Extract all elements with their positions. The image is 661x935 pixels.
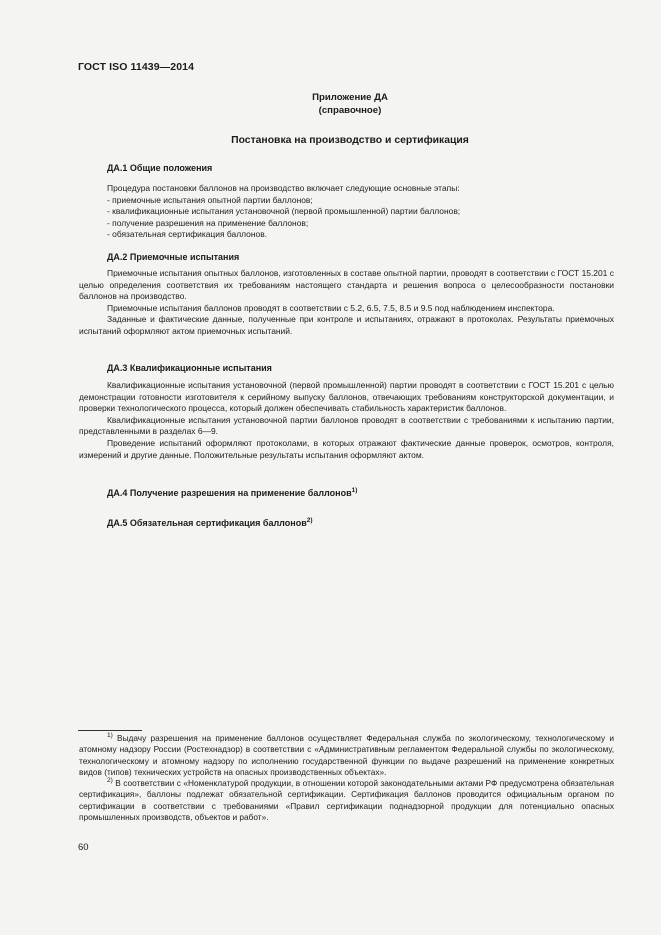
section-5-title: ДА.5 Обязательная сертификация баллонов	[107, 518, 307, 528]
main-title: Постановка на производство и сертификация	[231, 135, 469, 146]
footnote-ref: 2)	[306, 517, 313, 524]
list-item: - получение разрешения на применение баллонов;	[107, 217, 309, 228]
section-heading-2: ДА.2 Приемочные испытания	[107, 252, 240, 262]
section-3-paragraph: Проведение испытаний оформляют протоколами, в которых отражают фактические данные проверок, осмотров, контроля, измерений и другие данные. Положительные результаты испытания оформляют актом.	[79, 437, 614, 460]
list-item: - приемочные испытания опытной партии баллонов;	[107, 194, 313, 205]
page-number: 60	[78, 842, 89, 853]
section-1-body	[79, 183, 614, 241]
section-1-intro: Процедура постановки баллонов на производство включает следующие основные этапы:	[107, 183, 460, 193]
footnote-mark: 2)	[107, 777, 113, 785]
section-2-body	[79, 268, 614, 338]
section-heading-4	[107, 488, 357, 498]
appendix-title: Приложение ДА	[312, 92, 388, 103]
section-3-paragraph: Квалификационные испытания установочной (первой промышленной) партии проводят в соответствии с ГОСТ 15.201 с целью демонстрации готовности изготовителя к серийному выпуску баллонов, отвечающих требованиям конструкторской документации, и проверки технологического процесса, который должен обеспечивать стабильность характеристик баллонов.	[79, 380, 614, 414]
section-heading-1: ДА.1 Общие положения	[107, 163, 213, 173]
footnote-ref: 1)	[351, 487, 358, 494]
footnote	[79, 733, 614, 778]
list-item: - квалификационные испытания установочной (первой промышленной) партии баллонов;	[107, 206, 461, 217]
footnote-text: В соответствии с «Номенклатурой продукции, в отношении которой законодательными актами РФ предусмотрена обязательная сертификация», баллоны подлежат обязательной сертификации. Сертификация баллонов проводится официальным органом по сертификации в соответствии с требованиями «Правил сертификации поднадзорной продукции для потенциально опасных промышленных производств, объектов и работ».	[79, 778, 614, 823]
section-2-paragraph: Заданные и фактические данные, полученные при контроле и испытаниях, отражают в протоколах. Результаты приемочных испытаний оформляют актом приемочных испытаний.	[79, 314, 614, 336]
footnote-mark: 1)	[107, 732, 113, 739]
appendix-subtitle: (справочное)	[318, 104, 382, 116]
appendix-heading	[250, 92, 450, 117]
section-heading-3: ДА.3 Квалификационные испытания	[107, 363, 272, 373]
section-3-paragraph: Квалификационные испытания установочной партии баллонов проводят в соответствии с требованиями к испытанию партии, представленными в разделах 6—9.	[79, 414, 614, 437]
section-heading-5	[107, 518, 313, 528]
footnote-text: Выдачу разрешения на применение баллонов осуществляет Федеральная служба по экологическому, технологическому и атомному надзору России (Ростехнадзор) в соответствии с «Административным регламентом Федеральной службы по экологическому, технологическому и атомному надзору по исполнению государственной функции по выдаче разрешений на применение конкретных видов (типов) технических устройств на опасных производственных объектах».	[79, 733, 614, 777]
section-4-title: ДА.4 Получение разрешения на применение баллонов	[107, 488, 352, 498]
list-item: - обязательная сертификация баллонов.	[107, 229, 268, 240]
section-3-body	[79, 380, 614, 461]
footnote	[79, 778, 614, 823]
section-2-paragraph: Приемочные испытания опытных баллонов, изготовленных в составе опытной партии, проводят в соответствии с ГОСТ 15.201 с целью определения соответствия их требованиям настоящего стандарта и решения вопроса о целесообразности постановки баллонов на производство.	[79, 268, 614, 302]
footnote-divider	[78, 730, 142, 731]
footnotes	[79, 733, 614, 823]
document-code: ГОСТ ISO 11439—2014	[78, 61, 195, 73]
section-2-paragraph: Приемочные испытания баллонов проводят в соответствии с 5.2, 6.5, 7.5, 8.5 и 9.5 под наблюдением инспектора.	[107, 302, 555, 313]
section-1-list	[79, 195, 614, 241]
